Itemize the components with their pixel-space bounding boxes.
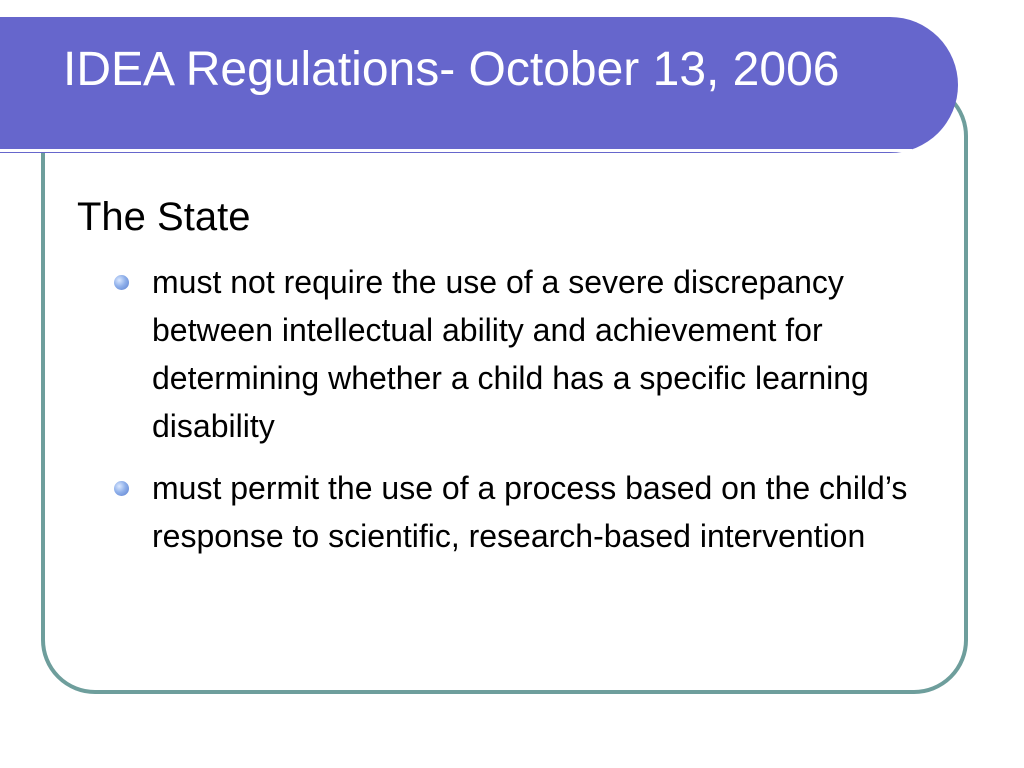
bullet-list xyxy=(114,258,944,574)
slide-title: IDEA Regulations- October 13, 2006 xyxy=(63,43,840,96)
bullet-text: must permit the use of a process based on the child’s response to scientific, research-based intervention xyxy=(152,470,908,554)
bullet-text: must not require the use of a severe discrepancy between intellectual ability and achievement for determining whether a child has a specific learning disability xyxy=(152,264,869,444)
round-bullet-icon xyxy=(114,275,129,290)
section-subheading: The State xyxy=(77,195,251,239)
bullet-item xyxy=(114,464,944,560)
title-underline xyxy=(0,149,912,152)
bullet-item xyxy=(114,258,944,450)
round-bullet-icon xyxy=(114,481,129,496)
